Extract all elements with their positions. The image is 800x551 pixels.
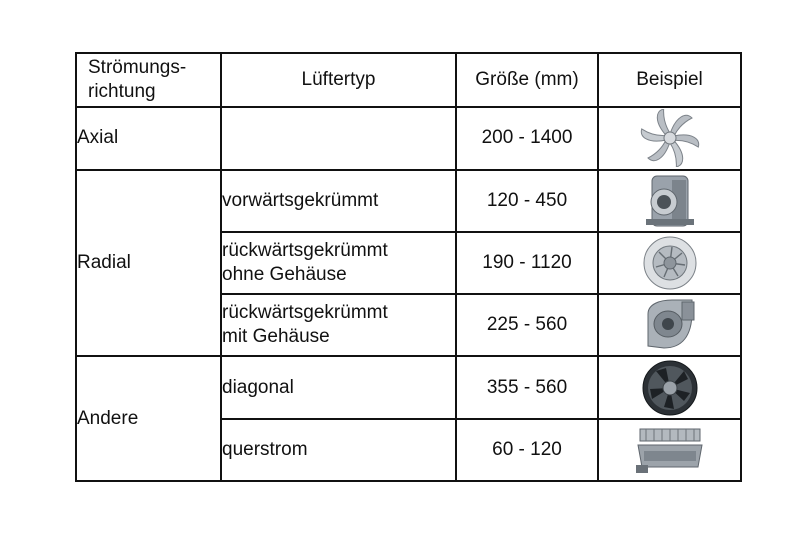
header-size: Größe (mm) [456, 53, 598, 107]
example-cell [598, 107, 741, 169]
size-cell: 200 - 1400 [456, 107, 598, 169]
example-cell [598, 232, 741, 294]
example-cell [598, 356, 741, 418]
size-cell: 120 - 450 [456, 170, 598, 232]
header-direction [76, 53, 221, 107]
header-direction-text: Strömungs- richtung [88, 57, 187, 103]
size-cell: 225 - 560 [456, 294, 598, 356]
size-cell: 60 - 120 [456, 419, 598, 481]
group-radial: Radial [76, 170, 221, 357]
example-cell [598, 294, 741, 356]
forward-curved-radial-fan-icon [638, 172, 702, 230]
fan-type-cell: diagonal [221, 356, 456, 418]
fan-type-cell: vorwärtsgekrümmt [221, 170, 456, 232]
table-row [76, 107, 741, 169]
example-cell [598, 419, 741, 481]
header-example: Beispiel [598, 53, 741, 107]
fan-type-cell: querstrom [221, 419, 456, 481]
group-other: Andere [76, 356, 221, 481]
table-row [76, 356, 741, 418]
cross-flow-fan-icon [632, 421, 708, 479]
fan-types-table [75, 52, 742, 482]
axial-fan-icon [638, 109, 702, 167]
size-cell: 190 - 1120 [456, 232, 598, 294]
backward-curved-impeller-icon [638, 234, 702, 292]
fan-type-cell [221, 232, 456, 294]
table-row [76, 170, 741, 232]
size-cell: 355 - 560 [456, 356, 598, 418]
fan-type-text: rückwärtsgekrümmt ohne Gehäuse [222, 239, 388, 285]
fan-type-cell [221, 107, 456, 169]
backward-curved-housed-fan-icon [638, 296, 702, 354]
fan-type-cell [221, 294, 456, 356]
fan-type-text: rückwärtsgekrümmt mit Gehäuse [222, 302, 388, 348]
group-axial: Axial [76, 107, 221, 169]
header-fan-type: Lüftertyp [221, 53, 456, 107]
example-cell [598, 170, 741, 232]
header-row [76, 53, 741, 107]
diagonal-fan-icon [638, 359, 702, 417]
